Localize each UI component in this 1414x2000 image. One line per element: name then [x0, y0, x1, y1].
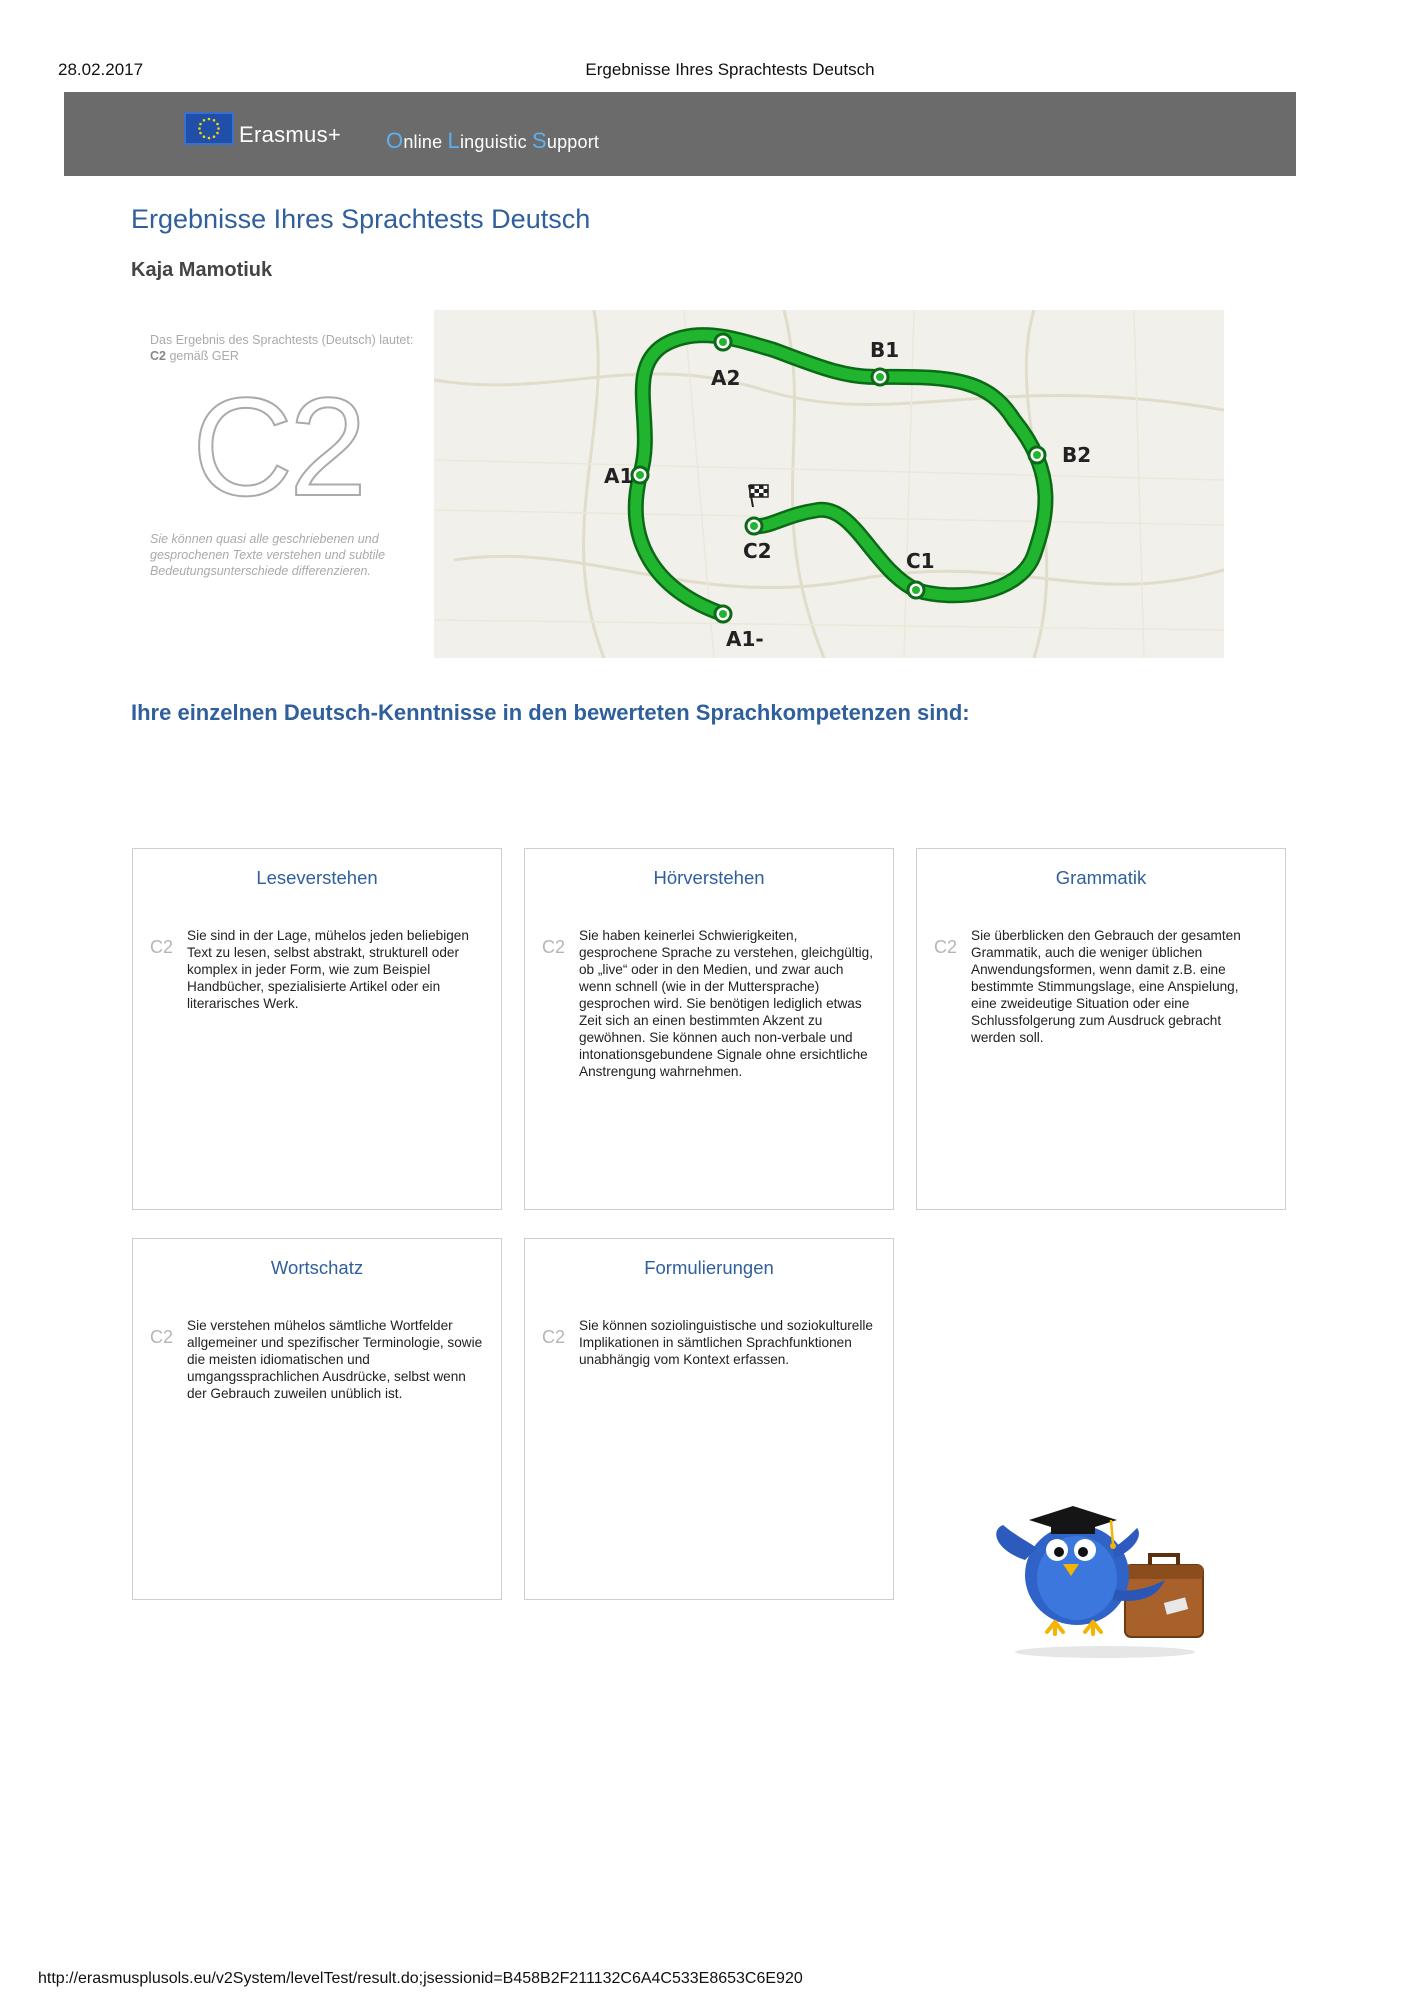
site-banner [64, 92, 1296, 176]
level-stop-dot-a2 [719, 338, 727, 346]
ols-logo-word: inguistic [459, 132, 533, 152]
competence-card-formulierungen [524, 1238, 894, 1600]
level-stop-dot-a1-minus [719, 610, 727, 618]
result-intro-suffix: gemäß GER [165, 349, 239, 363]
ols-logo-initial: L [447, 128, 460, 153]
card-title: Grammatik [1055, 867, 1147, 888]
card-description: Sie sind in der Lage, mühelos jeden beliebigen Text zu lesen, selbst abstrakt, strukturell oder komplex in jeder Form, wie zum Beispiel Handbücher, spezialisierte Artikel oder ein literarisches Werk. [187, 928, 469, 1011]
page-title: Ergebnisse Ihres Sprachtests Deutsch [131, 204, 591, 234]
competence-card-grammatik [916, 848, 1286, 1210]
print-date: 28.02.2017 [58, 60, 144, 79]
ols-logo-initial: S [532, 128, 547, 153]
result-intro-prefix: Das Ergebnis des Sprachtests (Deutsch) lautet: [150, 333, 414, 347]
ols-logo-text[interactable] [386, 128, 599, 154]
result-intro [150, 332, 420, 364]
card-description: Sie können soziolinguistische und soziokulturelle Implikationen in sämtlichen Sprachfunktionen unabhängig vom Kontext erfassen. [579, 1318, 873, 1367]
overall-level: C2 [192, 368, 363, 525]
level-label-a2: A2 [711, 366, 741, 390]
card-title: Wortschatz [270, 1257, 364, 1278]
level-label-a1: A1 [604, 464, 634, 488]
competence-card-hoerverstehen [524, 848, 894, 1210]
ols-logo-initial: O [386, 128, 404, 153]
level-stop-dot-c1 [912, 586, 920, 594]
card-title: Formulierungen [644, 1257, 774, 1278]
user-name: Kaja Mamotiuk [131, 259, 273, 281]
level-label-b2: B2 [1062, 443, 1092, 467]
level-stop-dot-b1 [876, 373, 884, 381]
erasmus-logo-text[interactable]: Erasmus+ [239, 122, 342, 147]
card-level: C2 [542, 1327, 566, 1347]
competences-heading: Ihre einzelnen Deutsch-Kenntnisse in den bewerteten Sprachkompetenzen sind: [131, 700, 970, 725]
card-level: C2 [542, 937, 566, 957]
card-title: Hörverstehen [653, 867, 765, 888]
eu-flag-icon [184, 112, 234, 145]
card-description: Sie überblicken den Gebrauch der gesamten Grammatik, auch die weniger üblichen Anwendungsformen, wenn damit z.B. eine bestimmte Stimmungslage, eine Anspielung, eine zweideutige Situation oder eine Schlussfolgerung zum Ausdruck gebracht werden soll. [971, 928, 1241, 1045]
footer-url[interactable]: http://erasmusplusols.eu/v2System/levelTest/result.do;jsessionid=B458B2F211132C6A4C533E8653C6E920 [38, 1970, 803, 1987]
level-route-map [434, 310, 1224, 658]
result-description: Sie können quasi alle geschriebenen und gesprochenen Texte verstehen und subtile Bedeutungsunterschiede differenzieren. [150, 532, 386, 578]
level-label-a1-minus: A1- [726, 627, 764, 651]
level-stop-dot-a1 [636, 471, 644, 479]
result-intro-level: C2 [150, 349, 166, 363]
level-label-c2: C2 [743, 539, 772, 563]
card-level: C2 [150, 1327, 174, 1347]
card-title: Leseverstehen [256, 867, 378, 888]
competence-card-leseverstehen [132, 848, 502, 1210]
card-description: Sie haben keinerlei Schwierigkeiten, gesprochene Sprache zu verstehen, gleichgültig, ob „live“ oder in den Medien, und zwar auch wenn schnell (wie in der Muttersprache) gesprochen wird. Sie benötigen lediglich etwas Zeit sich an einen bestimmten Akzent zu gewöhnen. Sie können auch non-verbale und intonationsgebundene Signale ohne ersichtliche Anstrengung wahrnehmen. [579, 928, 873, 1079]
ols-logo-word: upport [546, 132, 600, 152]
level-label-b1: B1 [870, 338, 900, 362]
competence-card-wortschatz [132, 1238, 502, 1600]
print-title: Ergebnisse Ihres Sprachtests Deutsch [585, 60, 875, 79]
mascot-bird-illustration [985, 1440, 1235, 1660]
level-label-c1: C1 [906, 549, 935, 573]
level-stop-dot-c2 [750, 522, 758, 530]
level-stop-dot-b2 [1033, 451, 1041, 459]
card-level: C2 [150, 937, 174, 957]
card-description: Sie verstehen mühelos sämtliche Wortfelder allgemeiner und spezifischer Terminologie, sowie die meisten idiomatischen und umgangssprachlichen Ausdrücke, selbst wenn der Gebrauch zuweilen unüblich ist. [187, 1318, 483, 1401]
card-level: C2 [934, 937, 958, 957]
ols-logo-word: nline [403, 132, 448, 152]
